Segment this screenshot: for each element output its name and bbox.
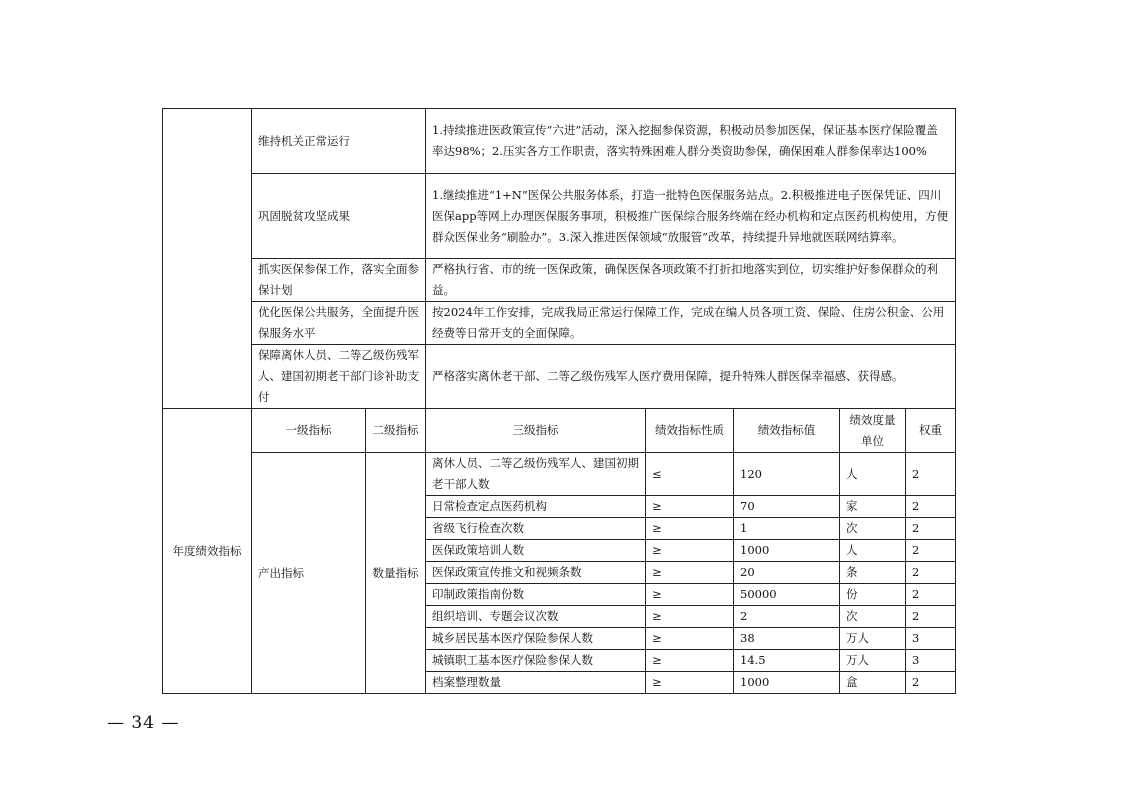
indicator-name: 组织培训、专题会议次数 bbox=[426, 606, 646, 628]
header-level2: 二级指标 bbox=[366, 409, 426, 453]
indicator-weight: 2 bbox=[906, 496, 956, 518]
page-number: — 34 — bbox=[107, 713, 180, 733]
indicator-value: 2 bbox=[734, 606, 840, 628]
indicator-unit: 次 bbox=[840, 518, 906, 540]
section-label: 年度绩效指标 bbox=[163, 409, 252, 694]
indicator-name: 医保政策培训人数 bbox=[426, 540, 646, 562]
indicator-op: ≥ bbox=[646, 518, 734, 540]
indicator-header-row bbox=[163, 409, 956, 453]
task-row bbox=[163, 174, 956, 259]
level2-cell: 数量指标 bbox=[366, 453, 426, 694]
indicator-name: 离休人员、二等乙级伤残军人、建国初期老干部人数 bbox=[426, 453, 646, 496]
task-row bbox=[163, 109, 956, 174]
indicator-weight: 2 bbox=[906, 518, 956, 540]
task-content: 严格落实离休老干部、二等乙级伤残军人医疗费用保障，提升特殊人群医保幸福感、获得感。 bbox=[426, 345, 956, 409]
indicator-weight: 2 bbox=[906, 453, 956, 496]
task-row bbox=[163, 345, 956, 409]
task-name: 维持机关正常运行 bbox=[252, 109, 426, 174]
indicator-name: 城镇职工基本医疗保险参保人数 bbox=[426, 650, 646, 672]
left-blank-cell bbox=[163, 109, 252, 409]
header-value: 绩效指标值 bbox=[734, 409, 840, 453]
indicator-unit: 人 bbox=[840, 540, 906, 562]
left-border-line bbox=[162, 108, 163, 688]
indicator-name: 城乡居民基本医疗保险参保人数 bbox=[426, 628, 646, 650]
performance-table bbox=[162, 108, 956, 694]
indicator-value: 38 bbox=[734, 628, 840, 650]
indicator-name: 日常检查定点医药机构 bbox=[426, 496, 646, 518]
task-row bbox=[163, 302, 956, 345]
indicator-row bbox=[163, 453, 956, 496]
indicator-op: ≥ bbox=[646, 540, 734, 562]
indicator-value: 1 bbox=[734, 518, 840, 540]
indicator-value: 70 bbox=[734, 496, 840, 518]
indicator-op: ≥ bbox=[646, 562, 734, 584]
level1-cell: 产出指标 bbox=[252, 453, 366, 694]
indicator-unit: 次 bbox=[840, 606, 906, 628]
indicator-op: ≤ bbox=[646, 453, 734, 496]
indicator-op: ≥ bbox=[646, 496, 734, 518]
indicator-unit: 条 bbox=[840, 562, 906, 584]
task-name: 保障离休人员、二等乙级伤残军人、建国初期老干部门诊补助支付 bbox=[252, 345, 426, 409]
indicator-weight: 3 bbox=[906, 650, 956, 672]
indicator-unit: 盒 bbox=[840, 672, 906, 694]
indicator-value: 14.5 bbox=[734, 650, 840, 672]
indicator-value: 1000 bbox=[734, 672, 840, 694]
indicator-value: 20 bbox=[734, 562, 840, 584]
indicator-op: ≥ bbox=[646, 672, 734, 694]
indicator-weight: 2 bbox=[906, 540, 956, 562]
indicator-op: ≥ bbox=[646, 628, 734, 650]
indicator-unit: 万人 bbox=[840, 628, 906, 650]
header-weight: 权重 bbox=[906, 409, 956, 453]
task-name: 抓实医保参保工作，落实全面参保计划 bbox=[252, 259, 426, 302]
indicator-weight: 2 bbox=[906, 672, 956, 694]
task-name: 优化医保公共服务，全面提升医保服务水平 bbox=[252, 302, 426, 345]
indicator-value: 50000 bbox=[734, 584, 840, 606]
task-content: 1.持续推进医政策宣传“六进”活动，深入挖掘参保资源，积极动员参加医保，保证基本医疗保险覆盖率达98%；2.压实各方工作职责，落实特殊困难人群分类资助参保，确保困难人群参保率达100% bbox=[426, 109, 956, 174]
task-content: 1.继续推进“1+N”医保公共服务体系，打造一批特色医保服务站点。2.积极推进电子医保凭证、四川医保app等网上办理医保服务事项，积极推广医保综合服务终端在经办机构和定点医药机构使用，方便群众医保业务“刷脸办”。3.深入推进医保领域“放服管”改革，持续提升异地就医联网结算率。 bbox=[426, 174, 956, 259]
indicator-name: 印制政策指南份数 bbox=[426, 584, 646, 606]
indicator-weight: 2 bbox=[906, 584, 956, 606]
indicator-value: 1000 bbox=[734, 540, 840, 562]
indicator-weight: 2 bbox=[906, 606, 956, 628]
header-level3: 三级指标 bbox=[426, 409, 646, 453]
task-name: 巩固脱贫攻坚成果 bbox=[252, 174, 426, 259]
indicator-unit: 万人 bbox=[840, 650, 906, 672]
indicator-unit: 家 bbox=[840, 496, 906, 518]
indicator-op: ≥ bbox=[646, 584, 734, 606]
indicator-weight: 3 bbox=[906, 628, 956, 650]
indicator-op: ≥ bbox=[646, 650, 734, 672]
indicator-unit: 人 bbox=[840, 453, 906, 496]
header-level1: 一级指标 bbox=[252, 409, 366, 453]
task-content: 按2024年工作安排，完成我局正常运行保障工作，完成在编人员各项工资、保险、住房公积金、公用经费等日常开支的全面保障。 bbox=[426, 302, 956, 345]
indicator-name: 档案整理数量 bbox=[426, 672, 646, 694]
indicator-unit: 份 bbox=[840, 584, 906, 606]
indicator-name: 医保政策宣传推文和视频条数 bbox=[426, 562, 646, 584]
header-unit: 绩效度量单位 bbox=[840, 409, 906, 453]
header-nature: 绩效指标性质 bbox=[646, 409, 734, 453]
task-row bbox=[163, 259, 956, 302]
indicator-name: 省级飞行检查次数 bbox=[426, 518, 646, 540]
indicator-op: ≥ bbox=[646, 606, 734, 628]
indicator-weight: 2 bbox=[906, 562, 956, 584]
task-content: 严格执行省、市的统一医保政策，确保医保各项政策不打折扣地落实到位，切实维护好参保群众的利益。 bbox=[426, 259, 956, 302]
indicator-value: 120 bbox=[734, 453, 840, 496]
